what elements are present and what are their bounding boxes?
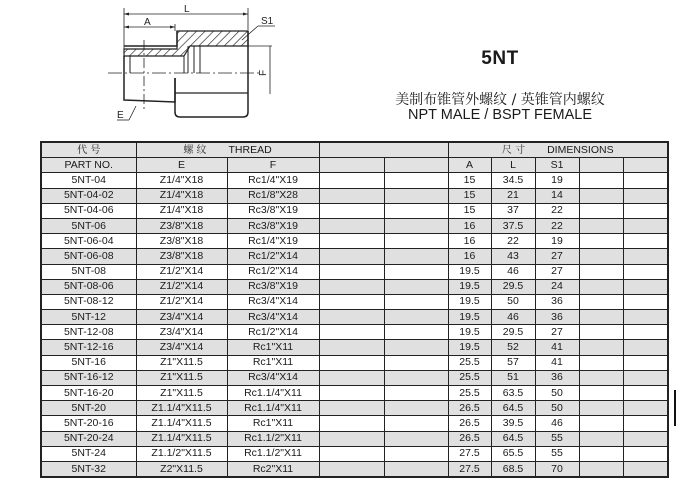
dim-s1-cell: 24 [535,279,579,294]
blank-cell [319,355,384,370]
blank-cell [319,279,384,294]
blank-cell [384,416,448,431]
blank-cell [623,234,668,249]
blank-cell [579,173,623,188]
blank-cell [579,279,623,294]
header-thread-cn: 螺 纹 [183,144,207,156]
table-row [41,294,668,309]
label-E: E [117,110,124,121]
blank-cell [623,325,668,340]
part-no-cell: 5NT-06-04 [41,234,136,249]
dim-s1-cell: 22 [535,203,579,218]
dim-l-cell: 21 [491,188,535,203]
blank-cell [579,355,623,370]
dim-s1-cell: 14 [535,188,579,203]
part-no-cell: 5NT-04 [41,173,136,188]
part-no-cell: 5NT-32 [41,461,136,477]
blank-cell [579,340,623,355]
table-row [41,234,668,249]
blank-cell [384,386,448,401]
thread-e-cell: Z3/8"X18 [136,249,227,264]
thread-f-cell: Rc3/4"X14 [227,310,319,325]
blank-cell [623,203,668,218]
dimensions-table [40,141,669,478]
subtitle-chinese: 美制布锥管外螺纹 / 英锥管内螺纹 [395,92,605,108]
blank-cell [319,401,384,416]
blank-cell [579,370,623,385]
blank-cell [623,279,668,294]
thread-e-cell: Z1/4"X18 [136,173,227,188]
thread-e-cell: Z1.1/4"X11.5 [136,416,227,431]
dim-s1-cell: 46 [535,416,579,431]
dim-a-cell: 19.5 [448,294,491,309]
part-no-cell: 5NT-20-16 [41,416,136,431]
dim-l-cell: 29.5 [491,279,535,294]
header-thread-en: THREAD [228,143,272,156]
blank-cell [319,173,384,188]
blank-cell [579,431,623,446]
dim-a-cell: 16 [448,249,491,264]
table-row [41,325,668,340]
thread-f-cell: Rc1"X11 [227,355,319,370]
thread-e-cell: Z1"X11.5 [136,386,227,401]
part-no-cell: 5NT-08 [41,264,136,279]
blank-cell [579,446,623,461]
blank-cell [319,249,384,264]
thread-e-cell: Z1/4"X18 [136,188,227,203]
table-row [41,446,668,461]
thread-f-cell: Rc1.1/4"X11 [227,401,319,416]
dim-a-cell: 19.5 [448,264,491,279]
thread-e-cell: Z3/4"X14 [136,340,227,355]
thread-f-cell: Rc1/2"X14 [227,249,319,264]
table-row [41,218,668,233]
blank-cell [579,461,623,477]
dim-s1-cell: 19 [535,234,579,249]
dim-s1-cell: 55 [535,431,579,446]
blank-cell [319,234,384,249]
blank-cell [384,461,448,477]
blank-cell [623,355,668,370]
blank-cell [319,325,384,340]
table-row [41,249,668,264]
dim-l-cell: 68.5 [491,461,535,477]
thread-e-cell: Z3/8"X18 [136,218,227,233]
dim-s1-cell: 36 [535,294,579,309]
thread-f-cell: Rc1/4"X19 [227,173,319,188]
dim-l-cell: 51 [491,370,535,385]
thread-f-cell: Rc1/2"X14 [227,325,319,340]
blank-cell [579,234,623,249]
dim-s1-cell: 36 [535,310,579,325]
blank-cell [579,264,623,279]
header-blank-2 [384,158,448,173]
dim-a-cell: 19.5 [448,310,491,325]
dim-l-cell: 65.5 [491,446,535,461]
blank-cell [623,401,668,416]
blank-cell [579,218,623,233]
thread-e-cell: Z1.1/4"X11.5 [136,431,227,446]
table-row [41,279,668,294]
header-row-1 [41,142,668,158]
blank-cell [623,446,668,461]
part-no-cell: 5NT-12-08 [41,325,136,340]
blank-cell [384,203,448,218]
blank-cell [319,386,384,401]
thread-e-cell: Z1/2"X14 [136,279,227,294]
blank-cell [623,173,668,188]
label-S1: S1 [261,16,274,27]
blank-cell [384,279,448,294]
blank-cell [384,294,448,309]
label-F: F [258,69,269,76]
blank-cell [623,340,668,355]
part-no-cell: 5NT-16-20 [41,386,136,401]
dim-s1-cell: 22 [535,218,579,233]
part-no-cell: 5NT-20-24 [41,431,136,446]
blank-cell [623,370,668,385]
header-blank-3 [579,158,623,173]
table-row [41,173,668,188]
dim-a-cell: 26.5 [448,431,491,446]
dim-l-cell: 46 [491,264,535,279]
dim-a-cell: 15 [448,173,491,188]
thread-e-cell: Z3/8"X18 [136,234,227,249]
dim-s1-cell: 27 [535,264,579,279]
table-row [41,355,668,370]
table-row [41,431,668,446]
label-A: A [144,17,151,28]
dim-s1-cell: 55 [535,446,579,461]
blank-cell [384,355,448,370]
header-s1: S1 [535,158,579,173]
blank-cell [319,461,384,477]
dim-l-cell: 63.5 [491,386,535,401]
thread-e-cell: Z3/4"X14 [136,325,227,340]
dim-l-cell: 34.5 [491,173,535,188]
header-dim-en: DIMENSIONS [547,143,614,156]
table-row [41,416,668,431]
blank-cell [579,416,623,431]
blank-cell [319,310,384,325]
header-part-cn: 代 号 [41,142,136,158]
part-no-cell: 5NT-04-06 [41,203,136,218]
blank-cell [319,340,384,355]
blank-cell [384,325,448,340]
dim-a-cell: 27.5 [448,446,491,461]
part-no-cell: 5NT-16-12 [41,370,136,385]
blank-cell [319,431,384,446]
blank-cell [579,401,623,416]
dim-a-cell: 27.5 [448,461,491,477]
blank-cell [384,234,448,249]
blank-cell [384,340,448,355]
dim-l-cell: 46 [491,310,535,325]
table-row [41,340,668,355]
dim-a-cell: 19.5 [448,279,491,294]
blank-cell [319,446,384,461]
part-no-cell: 5NT-08-12 [41,294,136,309]
thread-f-cell: Rc1"X11 [227,340,319,355]
thread-f-cell: Rc1.1/2"X11 [227,431,319,446]
blank-cell [384,446,448,461]
header-thread [136,142,319,158]
dim-l-cell: 52 [491,340,535,355]
table-row [41,264,668,279]
thread-e-cell: Z1"X11.5 [136,355,227,370]
dim-s1-cell: 36 [535,370,579,385]
dim-a-cell: 19.5 [448,325,491,340]
thread-f-cell: Rc1.1/4"X11 [227,386,319,401]
blank-cell [579,249,623,264]
dim-a-cell: 25.5 [448,355,491,370]
blank-cell [384,264,448,279]
thread-e-cell: Z1/2"X14 [136,294,227,309]
dim-s1-cell: 27 [535,325,579,340]
dim-l-cell: 37.5 [491,218,535,233]
dim-s1-cell: 50 [535,386,579,401]
part-no-cell: 5NT-12-16 [41,340,136,355]
dim-a-cell: 26.5 [448,416,491,431]
table-row [41,386,668,401]
blank-cell [384,218,448,233]
dim-l-cell: 39.5 [491,416,535,431]
dim-s1-cell: 19 [535,173,579,188]
dim-a-cell: 19.5 [448,340,491,355]
blank-cell [623,218,668,233]
blank-cell [623,249,668,264]
part-no-cell: 5NT-16 [41,355,136,370]
blank-cell [384,173,448,188]
header-f: F [227,158,319,173]
thread-f-cell: Rc1"X11 [227,416,319,431]
blank-cell [623,461,668,477]
blank-cell [319,203,384,218]
blank-cell [623,310,668,325]
thread-e-cell: Z1/2"X14 [136,264,227,279]
blank-cell [623,264,668,279]
blank-cell [579,188,623,203]
blank-cell [623,188,668,203]
part-no-cell: 5NT-06 [41,218,136,233]
thread-e-cell: Z1.1/2"X11.5 [136,446,227,461]
header-blank-4 [623,158,668,173]
product-code-title: 5NT [481,48,519,69]
blank-cell [319,370,384,385]
header-a: A [448,158,491,173]
table-row [41,401,668,416]
thread-f-cell: Rc3/4"X14 [227,294,319,309]
thread-e-cell: Z1/4"X18 [136,203,227,218]
dim-l-cell: 22 [491,234,535,249]
label-L: L [184,4,190,15]
header-row-2 [41,158,668,173]
thread-f-cell: Rc1/4"X19 [227,234,319,249]
dim-l-cell: 64.5 [491,431,535,446]
dim-a-cell: 26.5 [448,401,491,416]
blank-cell [384,188,448,203]
thread-f-cell: Rc3/8"X19 [227,279,319,294]
table-row [41,310,668,325]
header-empty [319,142,448,158]
dim-a-cell: 16 [448,234,491,249]
header-dim-cn: 尺 寸 [501,144,526,156]
blank-cell [623,294,668,309]
blank-cell [579,386,623,401]
thread-f-cell: Rc3/8"X19 [227,203,319,218]
blank-cell [384,431,448,446]
table-row [41,370,668,385]
blank-cell [579,325,623,340]
blank-cell [384,370,448,385]
header-blank-1 [319,158,384,173]
dim-a-cell: 15 [448,188,491,203]
thread-e-cell: Z3/4"X14 [136,310,227,325]
dim-a-cell: 15 [448,203,491,218]
thread-f-cell: Rc1.1/2"X11 [227,446,319,461]
header-e: E [136,158,227,173]
thread-e-cell: Z2"X11.5 [136,461,227,477]
part-no-cell: 5NT-08-06 [41,279,136,294]
blank-cell [579,310,623,325]
dim-l-cell: 50 [491,294,535,309]
part-no-cell: 5NT-04-02 [41,188,136,203]
dim-s1-cell: 41 [535,340,579,355]
header-dimensions [448,142,668,158]
dim-s1-cell: 50 [535,401,579,416]
part-no-cell: 5NT-20 [41,401,136,416]
header-part-no: PART NO. [41,158,136,173]
blank-cell [623,431,668,446]
fitting-cross-section-drawing [100,0,300,130]
dim-a-cell: 25.5 [448,370,491,385]
thread-f-cell: Rc3/8"X19 [227,218,319,233]
dim-l-cell: 43 [491,249,535,264]
blank-cell [319,188,384,203]
dim-s1-cell: 27 [535,249,579,264]
blank-cell [319,218,384,233]
blank-cell [623,416,668,431]
blank-cell [319,264,384,279]
dim-l-cell: 57 [491,355,535,370]
blank-cell [384,249,448,264]
thread-f-cell: Rc1/2"X14 [227,264,319,279]
dim-l-cell: 37 [491,203,535,218]
thread-f-cell: Rc3/4"X14 [227,370,319,385]
blank-cell [384,401,448,416]
dim-l-cell: 29.5 [491,325,535,340]
dim-a-cell: 16 [448,218,491,233]
blank-cell [579,294,623,309]
thread-e-cell: Z1.1/4"X11.5 [136,401,227,416]
thread-f-cell: Rc1/8"X28 [227,188,319,203]
part-no-cell: 5NT-06-08 [41,249,136,264]
blank-cell [319,294,384,309]
header-l: L [491,158,535,173]
thread-e-cell: Z1"X11.5 [136,370,227,385]
part-no-cell: 5NT-12 [41,310,136,325]
blank-cell [384,310,448,325]
blank-cell [623,386,668,401]
subtitle-english: NPT MALE / BSPT FEMALE [408,107,592,123]
dim-s1-cell: 70 [535,461,579,477]
dim-l-cell: 64.5 [491,401,535,416]
blank-cell [579,203,623,218]
table-row [41,203,668,218]
table-row [41,188,668,203]
thread-f-cell: Rc2"X11 [227,461,319,477]
dim-a-cell: 25.5 [448,386,491,401]
table-row [41,461,668,477]
blank-cell [319,416,384,431]
dim-s1-cell: 41 [535,355,579,370]
part-no-cell: 5NT-24 [41,446,136,461]
